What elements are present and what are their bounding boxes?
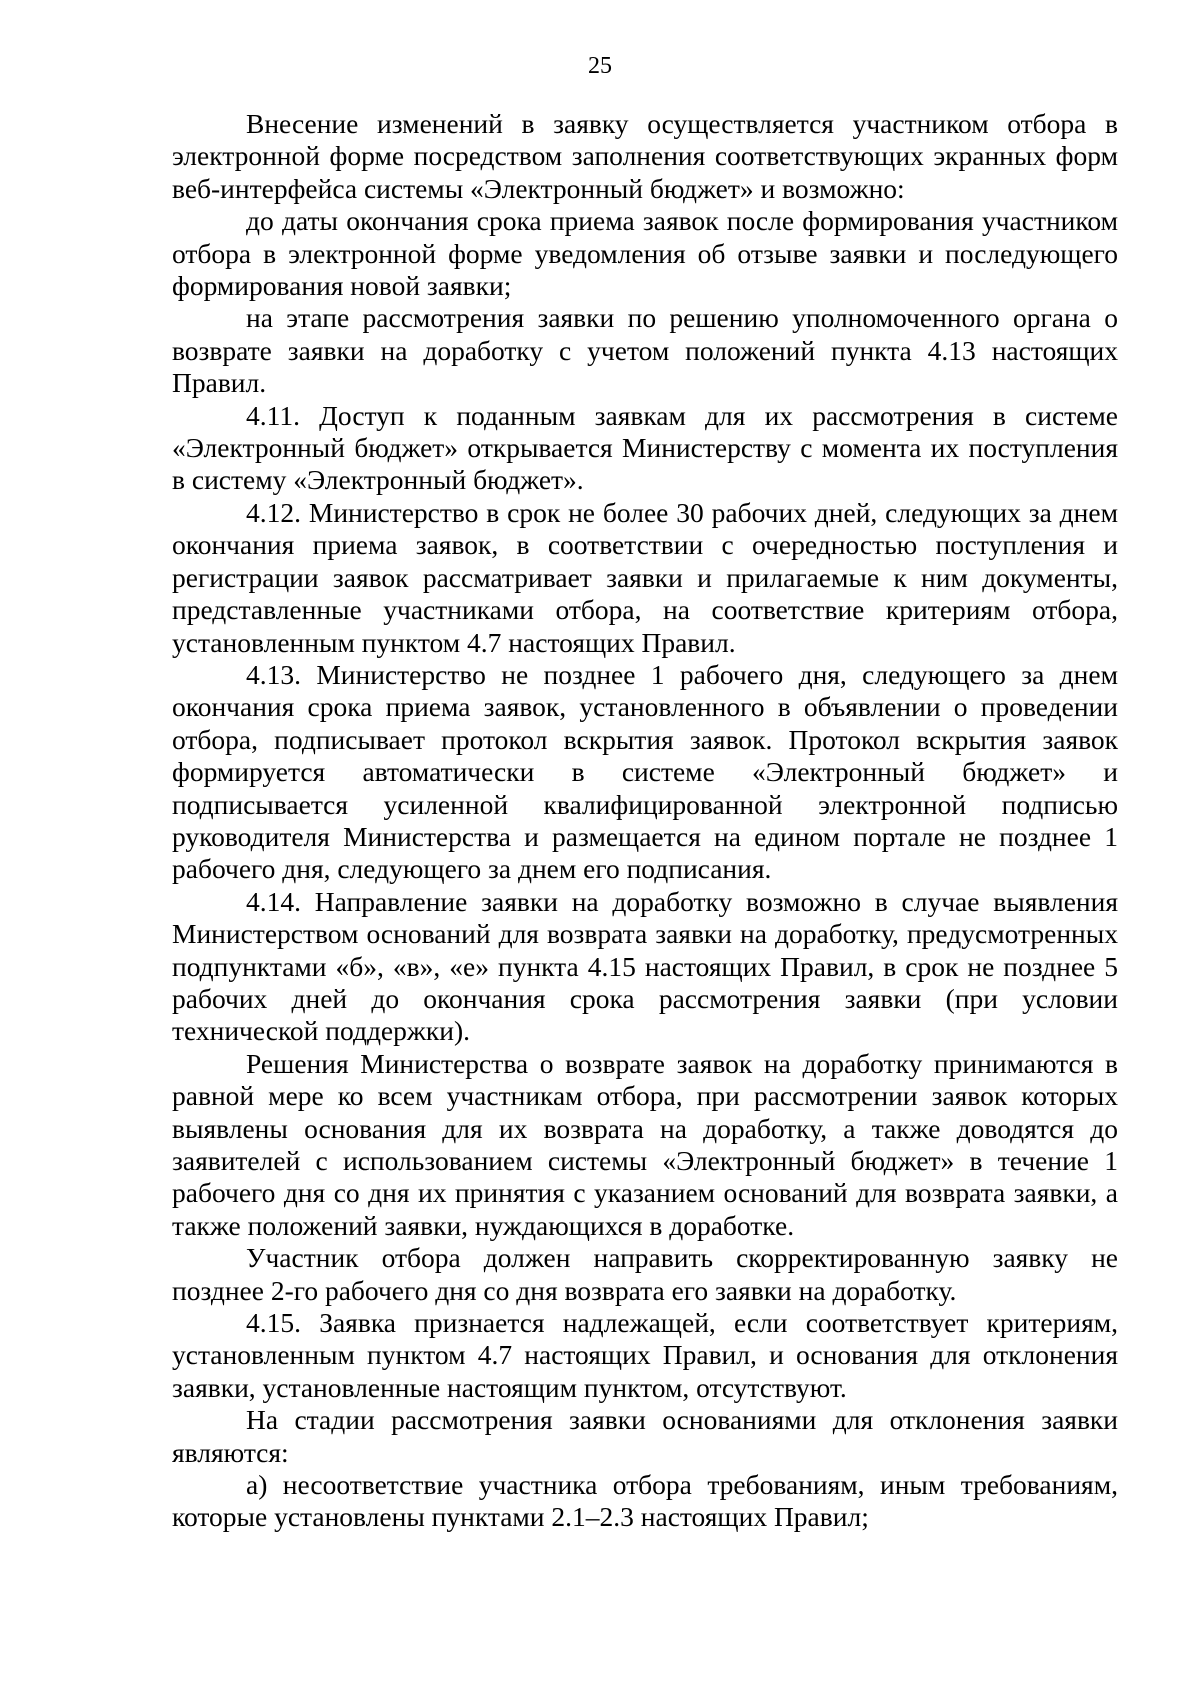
paragraph-4-15: 4.15. Заявка признается надлежащей, если соответствует критериям, установленным пунктом 4.7 настоящих Правил, и основания для отклонения заявки, установленные настоящим пунктом, отсутствуют. — [172, 1307, 1118, 1403]
paragraph-4-11: 4.11. Доступ к поданным заявкам для их рассмотрения в системе «Электронный бюджет» открывается Министерству с момента их поступления в систему «Электронный бюджет». — [172, 399, 1118, 496]
paragraph-4-13: 4.13. Министерство не позднее 1 рабочего дня, следующего за днем окончания срока приема заявок, установленного в объявлении о проведении отбора, подписывает протокол вскрытия заявок. Протокол вскрытия заявок формируется автоматически в системе «Электронный бюджет» и подписывается усиленной квалифицированной электронной подписью руководителя Министерства и размещается на едином портале не позднее 1 рабочего дня, следующего за днем его подписания. — [172, 658, 1118, 885]
paragraph-amendment-intro: Внесение изменений в заявку осуществляется участником отбора в электронной форме посредством заполнения соответствующих экранных форм веб-интерфейса системы «Электронный бюджет» и возможно: — [172, 108, 1118, 204]
paragraph-rejection-grounds: На стадии рассмотрения заявки основаниями для отклонения заявки являются: — [172, 1404, 1118, 1468]
document-body — [172, 108, 1118, 1534]
paragraph-resubmission: Участник отбора должен направить скорректированную заявку не позднее 2-го рабочего дня со дня возврата его заявки на доработку. — [172, 1242, 1118, 1306]
page-number: 25 — [588, 53, 612, 79]
paragraph-item-a: а) несоответствие участника отбора требованиям, иным требованиям, которые установлены пунктами 2.1–2.3 настоящих Правил; — [172, 1469, 1118, 1533]
paragraph-4-14: 4.14. Направление заявки на доработку возможно в случае выявления Министерством оснований для возврата заявки на доработку, предусмотренных подпунктами «б», «в», «е» пункта 4.15 настоящих Правил, в срок не позднее 5 рабочих дней до окончания срока рассмотрения заявки (при условии технической поддержки). — [172, 885, 1118, 1047]
paragraph-return-decisions: Решения Министерства о возврате заявок на доработку принимаются в равной мере ко всем участникам отбора, при рассмотрении заявок которых выявлены основания для их возврата на доработку, а также доводятся до заявителей с использованием системы «Электронный бюджет» в течение 1 рабочего дня со дня их принятия с указанием оснований для возврата заявки, а также положений заявки, нуждающихся в доработке. — [172, 1047, 1118, 1241]
paragraph-before-deadline: до даты окончания срока приема заявок после формирования участником отбора в электронной форме уведомления об отзыве заявки и последующего формирования новой заявки; — [172, 205, 1118, 302]
paragraph-review-stage: на этапе рассмотрения заявки по решению уполномоченного органа о возврате заявки на доработку с учетом положений пункта 4.13 настоящих Правил. — [172, 302, 1118, 399]
paragraph-4-12: 4.12. Министерство в срок не более 30 рабочих дней, следующих за днем окончания приема заявок, в соответствии с очередностью поступления и регистрации заявок рассматривает заявки и прилагаемые к ним документы, представленные участниками отбора, на соответствие критериям отбора, установленным пунктом 4.7 настоящих Правил. — [172, 496, 1118, 658]
